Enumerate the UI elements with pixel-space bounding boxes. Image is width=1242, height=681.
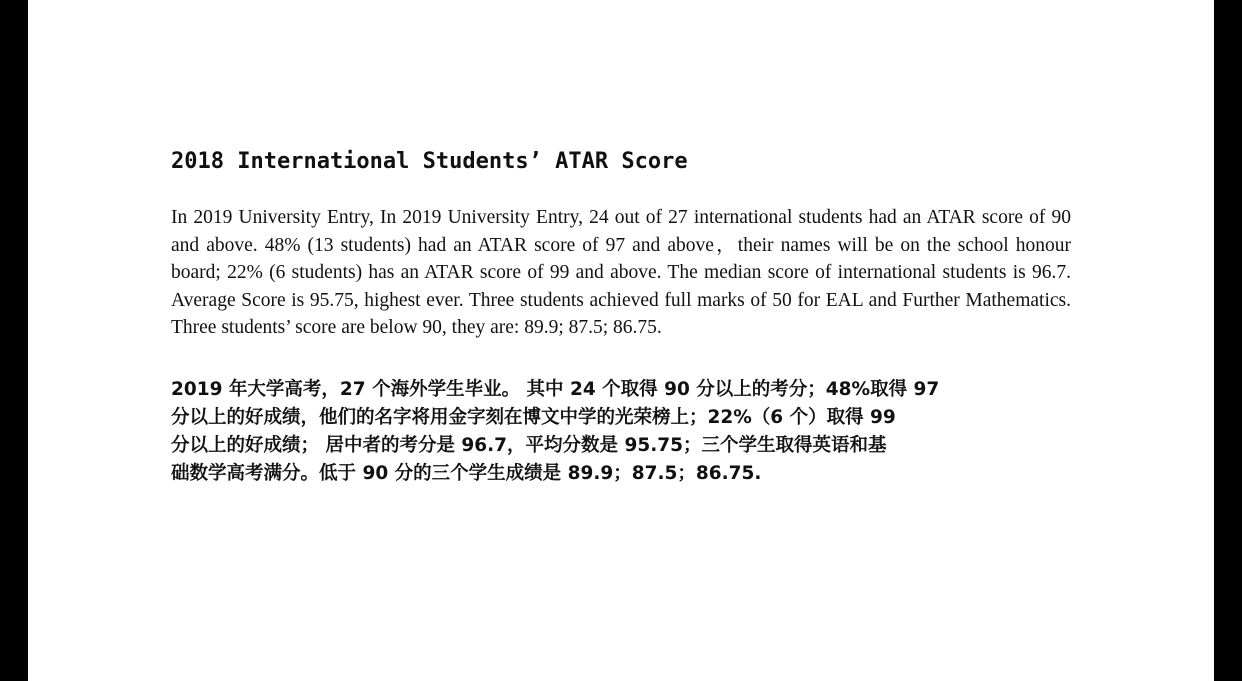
paragraph-chinese-line-4: 础数学高考满分。低于 90 分的三个学生成绩是 89.9；87.5；86.75. [171,462,762,484]
document-page [28,0,1214,681]
page-content [171,146,1071,488]
paragraph-chinese-line-1: 2019 年大学高考，27 个海外学生毕业。 其中 24 个取得 90 分以上的考分；48%取得 97 [171,378,940,400]
page-title: 2018 International Students’ ATAR Score [171,149,688,174]
paragraph-chinese-line-3: 分以上的好成绩； 居中者的考分是 96.7，平均分数是 95.75；三个学生取得英语和基 [171,434,887,456]
paragraph-english: In 2019 University Entry, In 2019 University Entry, 24 out of 27 international students had an ATAR score of 90 and above. 48% (13 students) had an ATAR score of 97 and above，their names will be on the school honour board; 22% (6 students) has an ATAR score of 99 and above. The median score of international students is 96.7. Average Score is 95.75, highest ever. Three students achieved full marks of 50 for EAL and Further Mathematics. Three students’ score are below 90, they are: 89.9; 87.5; 86.75. [171,207,1071,338]
paragraph-chinese [171,376,1076,488]
paragraph-chinese-line-2: 分以上的好成绩，他们的名字将用金字刻在博文中学的光荣榜上；22%（6 个）取得 99 [171,406,896,428]
